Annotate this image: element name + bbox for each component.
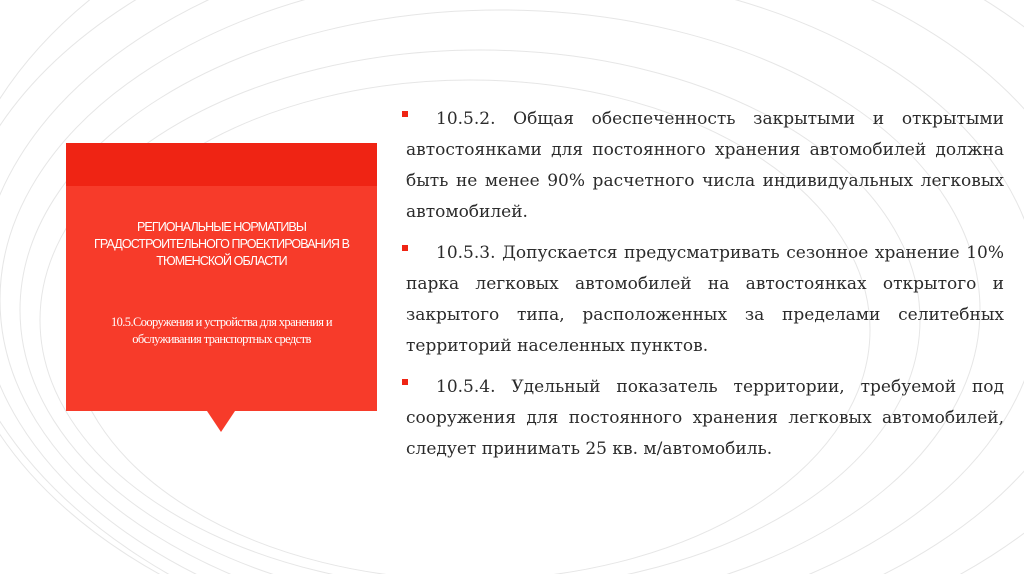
list-item bbox=[406, 372, 1004, 465]
title-panel-top-band bbox=[66, 143, 377, 186]
title-panel-pointer bbox=[207, 411, 235, 432]
list-item-text: 10.5.3. Допускается предусматривать сезонное хранение 10% парка легковых автомобилей на автостоянках открытого и закрытого типа, расположенных за пределами селитебных территорий населенных пунктов. bbox=[406, 243, 1004, 356]
square-bullet-icon bbox=[402, 379, 408, 385]
bullet-list bbox=[406, 108, 1004, 479]
square-bullet-icon bbox=[402, 111, 408, 117]
list-item-text: 10.5.4. Удельный показатель территории, требуемой под сооружения для постоянного хранения легковых автомобилей, следует принимать 25 кв. м/автомобиль. bbox=[406, 377, 1004, 459]
list-item bbox=[406, 104, 1004, 228]
slide-subtitle: 10.5.Сооружения и устройства для хранения и обслуживания транспортных средств bbox=[110, 315, 333, 346]
square-bullet-icon bbox=[402, 245, 408, 251]
title-panel bbox=[66, 143, 377, 411]
list-item-text: 10.5.2. Общая обеспеченность закрытыми и открытыми автостоянками для постоянного хранения автомобилей должна быть не менее 90% расчетного числа индивидуальных легковых автомобилей. bbox=[406, 109, 1004, 222]
list-item bbox=[406, 238, 1004, 362]
slide-title: РЕГИОНАЛЬНЫЕ НОРМАТИВЫ ГРАДОСТРОИТЕЛЬНОГО ПРОЕКТИРОВАНИЯ В ТЮМЕНСКОЙ ОБЛАСТИ bbox=[93, 220, 350, 268]
